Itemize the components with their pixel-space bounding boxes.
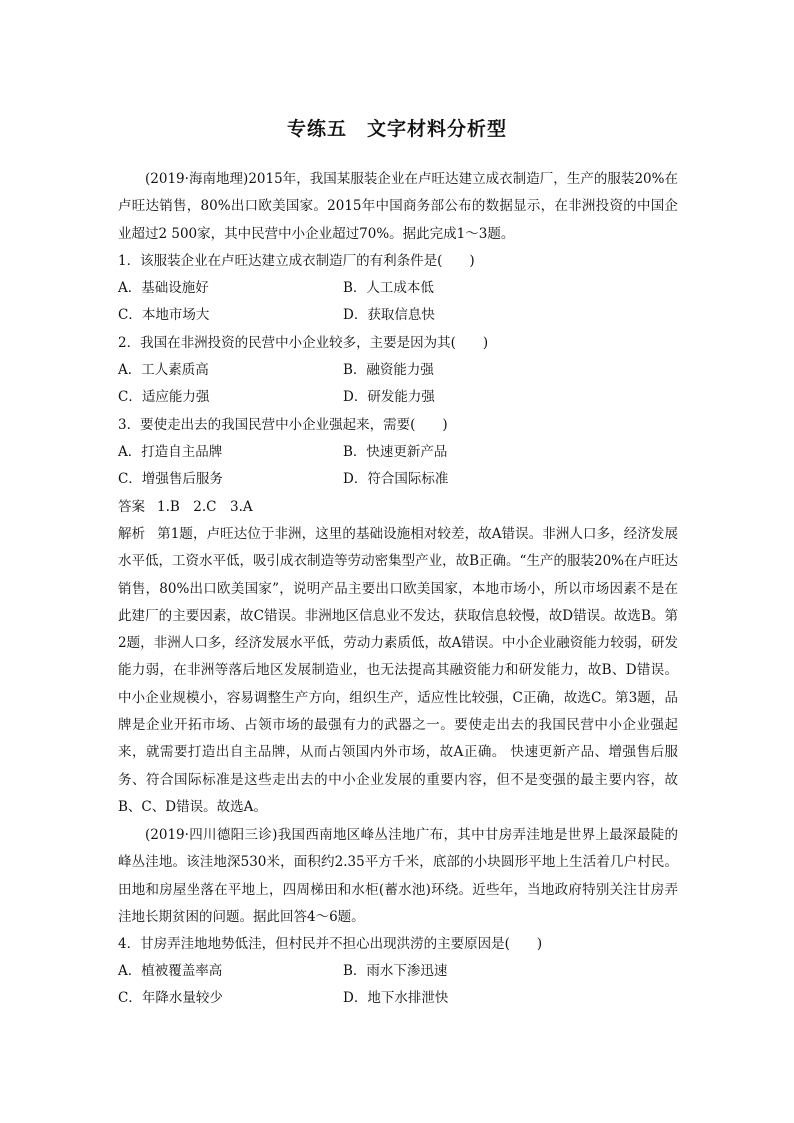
question-1-options: [118, 275, 678, 330]
material-paragraph-1: (2019·海南地理)2015年，我国某服装企业在卢旺达建立成衣制造厂，生产的服装20%在卢旺达销售，80%出口欧美国家。2015年中国商务部公布的数据显示，在非洲投资的中国企业超过2 500家，其中民营中小企业超过70%。据此完成1～3题。: [118, 171, 678, 242]
option-d[interactable]: D．符合国际标准: [343, 471, 449, 488]
option-d[interactable]: D．获取信息快: [343, 307, 435, 324]
question-3-options: [118, 439, 678, 494]
option-b[interactable]: B．快速更新产品: [343, 444, 448, 460]
analysis-text: 第1题，卢旺达位于非洲，这里的基础设施相对较差，故A错误。非洲人口多，经济发展水平低，工资水平低，吸引成衣制造等劳动密集型产业，故B正确。“生产的服装20%在卢旺达销售，80%出口欧美国家”，说明产品主要出口欧美国家，本地市场小，所以市场因素不是在此建厂的主要因素，故C错误。非洲地区信息业不发达，获取信息较慢，故D错误。故选B。第2题，非洲人口多，经济发展水平低，劳动力素质低，故A错误。中小企业融资能力较弱，研发能力弱，在非洲等落后地区发展制造业，也无法提高其融资能力和研发能力，故B、D错误。中小企业规模小，容易调整生产方向，组织生产，适应性比较强，C正确，故选C。第3题，品牌是企业开拓市场、占领市场的最强有力的武器之一。要使走出去的我国民营中小企业强起来，就需要打造出自主品牌，从而占领国内外市场，故A正确。 快速更新产品、增强售后服务、符合国际标准是这些走出去的中小企业发展的重要内容，但不是变强的最主要内容，故B、C、D错误。故选A。: [118, 526, 679, 815]
analysis-paragraph: [118, 521, 678, 821]
question-3-stem: 3．要使走出去的我国民营中小企业强起来，需要( ): [118, 417, 448, 433]
answer-text: 1.B 2.C 3.A: [157, 499, 253, 515]
option-a[interactable]: A．基础设施好: [118, 280, 209, 296]
option-c[interactable]: C．年降水量较少: [118, 990, 223, 1007]
option-d[interactable]: D．研发能力强: [343, 389, 435, 406]
option-b[interactable]: B．融资能力强: [343, 362, 434, 378]
question-4-options: [118, 958, 678, 1013]
page-title: 专练五 文字材料分析型: [286, 118, 507, 140]
option-a[interactable]: A．植被覆盖率高: [118, 963, 223, 979]
option-b[interactable]: B．人工成本低: [343, 280, 434, 296]
question-2-options: [118, 357, 678, 412]
material-paragraph-2: (2019·四川德阳三诊)我国西南地区峰丛洼地广布，其中甘房弄洼地是世界上最深最陡的峰丛洼地。该洼地深530米，面积约2.35平方千米，底部的小块圆形平地上生活着几户村民。田地和房屋坐落在平地上，四周梯田和水柜(蓄水池)环绕。近些年，当地政府特别关注甘房弄洼地长期贫困的问题。据此回答4～6题。: [118, 827, 678, 925]
question-4-stem: 4．甘房弄洼地地势低洼，但村民并不担心出现洪涝的主要原因是( ): [118, 936, 543, 952]
option-c[interactable]: C．增强售后服务: [118, 471, 223, 488]
option-c[interactable]: C．本地市场大: [118, 307, 210, 324]
question-2-stem: 2．我国在非洲投资的民营中小企业较多，主要是因为其( ): [118, 335, 489, 351]
option-a[interactable]: A．打造自主品牌: [118, 444, 223, 460]
option-a[interactable]: A．工人素质高: [118, 362, 209, 378]
question-1-stem: 1．该服装企业在卢旺达建立成衣制造厂的有利条件是( ): [118, 253, 475, 269]
answer-label: 答案: [118, 499, 145, 515]
analysis-label: 解析: [118, 526, 146, 542]
option-c[interactable]: C．适应能力强: [118, 389, 210, 406]
option-b[interactable]: B．雨水下渗迅速: [343, 963, 448, 979]
answer-line: [118, 494, 678, 521]
option-d[interactable]: D．地下水排泄快: [343, 990, 449, 1007]
